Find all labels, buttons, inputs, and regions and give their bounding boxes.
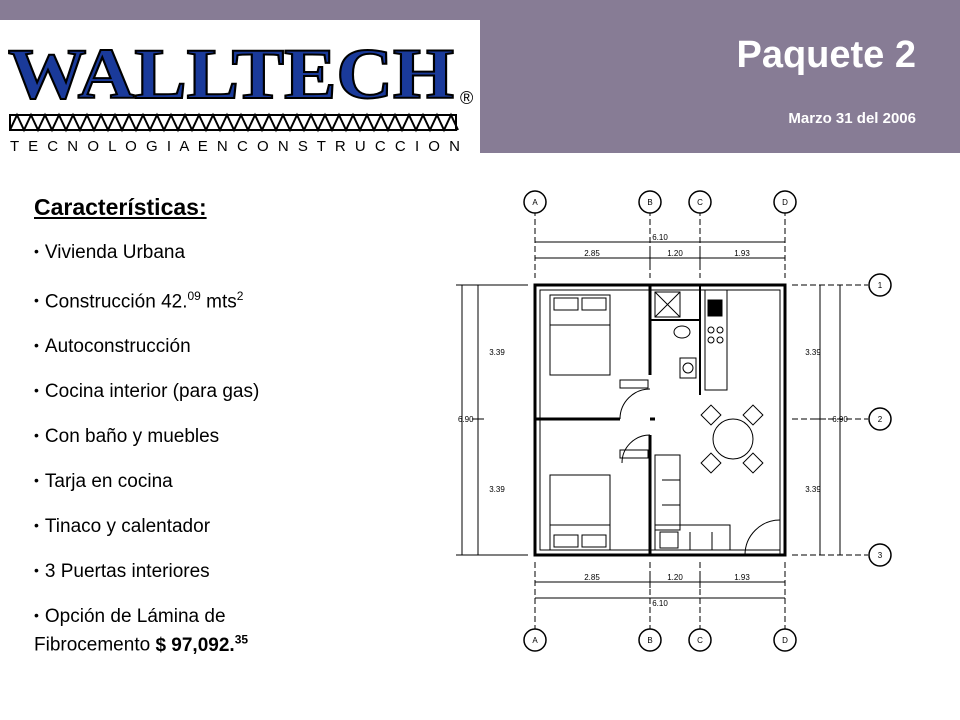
right-dim-2: 3.39 xyxy=(805,485,821,494)
axis-marker-d-bottom xyxy=(774,629,796,651)
bullet-icon: • xyxy=(34,427,39,444)
bullet-icon: • xyxy=(34,382,39,399)
bullet-icon: • xyxy=(34,562,39,579)
axis-marker-1 xyxy=(869,274,891,296)
left-dim-1: 3.39 xyxy=(489,348,505,357)
left-dim-2: 3.39 xyxy=(489,485,505,494)
axis-marker-a-top xyxy=(524,191,546,213)
bullet-icon: • xyxy=(34,607,39,624)
features-list xyxy=(34,240,454,678)
top-total-dim: 6.10 xyxy=(652,233,668,242)
bullet-icon: • xyxy=(34,243,39,259)
bullet-icon: • xyxy=(34,337,39,354)
svg-text:2: 2 xyxy=(877,415,883,424)
right-dim-1: 3.39 xyxy=(805,348,821,357)
plan-lines xyxy=(456,210,868,630)
bottom-dim-1: 2.85 xyxy=(584,573,600,582)
axis-marker-c-bottom xyxy=(689,629,711,651)
list-item: • 3 Puertas interiores xyxy=(34,561,210,583)
price: $ 97,092.35 xyxy=(155,632,249,656)
list-item: • Vivienda Urbana xyxy=(34,242,186,263)
svg-text:B: B xyxy=(647,636,653,645)
axis-marker-c-top xyxy=(689,191,711,213)
bottom-total-dim: 6.10 xyxy=(652,599,668,608)
svg-text:D: D xyxy=(782,198,788,207)
bullet-icon: • xyxy=(34,517,39,534)
axis-marker-b-bottom xyxy=(639,629,661,651)
svg-text:A: A xyxy=(532,636,538,645)
list-item: • Construcción 42.09 mts$^2$ xyxy=(34,289,244,313)
door-swing xyxy=(622,435,650,463)
axis-marker-2 xyxy=(869,408,891,430)
list-item: • Con baño y muebles xyxy=(34,426,220,448)
top-dim-1: 2.85 xyxy=(584,249,600,258)
axis-marker-3 xyxy=(869,544,891,566)
svg-text:3: 3 xyxy=(877,551,883,560)
registered-mark: ® xyxy=(460,88,474,108)
page-date: Marzo 31 del 2006 xyxy=(788,110,916,127)
svg-text:C: C xyxy=(697,636,703,645)
list-item: • Tarja en cocina xyxy=(34,471,173,493)
bed-2 xyxy=(550,475,610,550)
svg-text:D: D xyxy=(782,636,788,645)
right-total-dim: 6.90 xyxy=(832,415,848,424)
bottom-dim-3: 1.93 xyxy=(734,573,750,582)
features-title: Características: xyxy=(34,194,207,220)
bed-1 xyxy=(550,295,610,375)
bullet-icon: • xyxy=(34,472,39,489)
page-title: Paquete 2 xyxy=(736,34,916,76)
kitchen-sink xyxy=(708,300,722,316)
svg-text:A: A xyxy=(532,198,538,207)
walltech-logo xyxy=(0,20,480,153)
sink xyxy=(680,358,696,378)
toilet xyxy=(674,326,690,338)
list-item: • Cocina interior (para gas) xyxy=(34,381,260,403)
sofa xyxy=(655,455,680,530)
list-item: • Opción de Lámina de Fibrocemento $ 97,092.35 xyxy=(34,606,249,656)
bullet-icon: • xyxy=(34,292,39,309)
svg-text:C: C xyxy=(697,198,703,207)
svg-text:B: B xyxy=(647,198,653,207)
list-item: • Autoconstrucción xyxy=(34,336,191,358)
truss-graphic xyxy=(10,115,458,130)
axis-marker-a-bottom xyxy=(524,629,546,651)
logo-tagline: T E C N O L O G I A E N C O N S T R U C C I O N xyxy=(10,138,460,153)
svg-text:1: 1 xyxy=(877,281,883,290)
axis-marker-d-top xyxy=(774,191,796,213)
logo-panel xyxy=(0,20,480,153)
logo-wordmark: WALLTECH xyxy=(8,34,455,114)
top-dim-2: 1.20 xyxy=(667,249,683,258)
left-total-dim: 6.90 xyxy=(458,415,474,424)
door-swing xyxy=(620,389,650,419)
floor-plan xyxy=(450,180,900,670)
top-dim-3: 1.93 xyxy=(734,249,750,258)
axis-marker-b-top xyxy=(639,191,661,213)
dining-table xyxy=(713,419,753,459)
list-item: • Tinaco y calentador xyxy=(34,516,211,538)
bottom-dim-2: 1.20 xyxy=(667,573,683,582)
